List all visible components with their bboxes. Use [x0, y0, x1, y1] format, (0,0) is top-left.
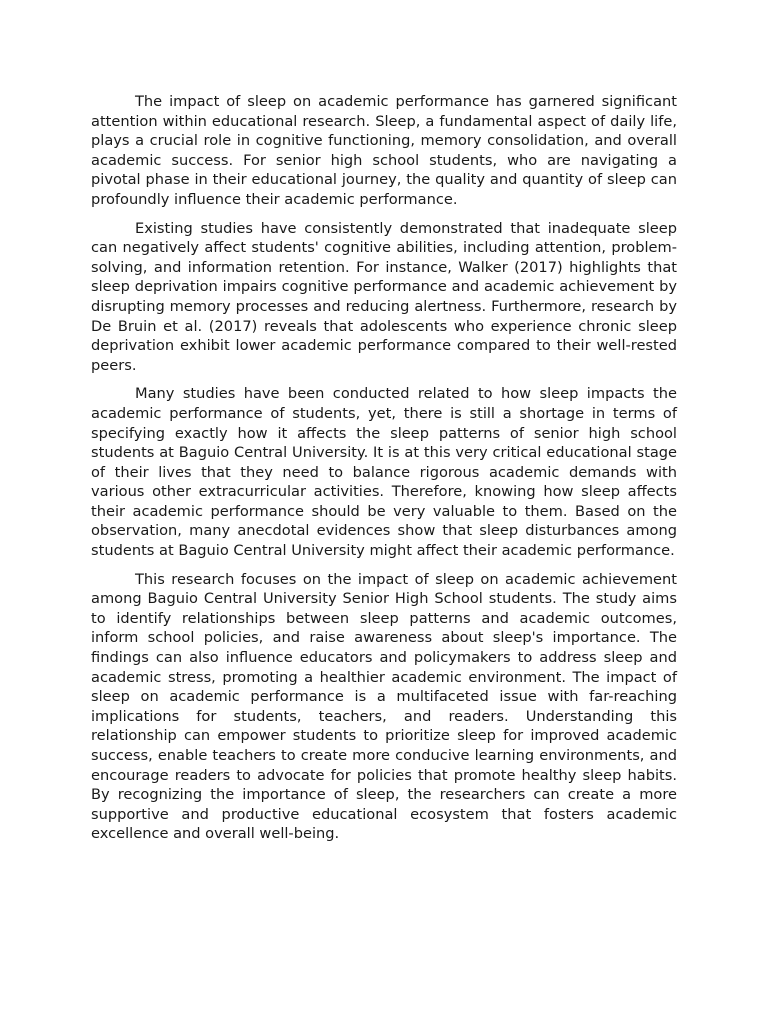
paragraph-2: Existing studies have consistently demonstrated that inadequate sleep can negatively affect students' cognitive abilities, including attention, problem-solving, and information retention. For instance, Walker (2017) highlights that sleep deprivation impairs cognitive performance and academic achievement by disrupting memory processes and reducing alertness. Furthermore, research by De Bruin et al. (2017) reveals that adolescents who experience chronic sleep deprivation exhibit lower academic performance compared to their well-rested peers. [91, 219, 677, 374]
paragraph-1: The impact of sleep on academic performance has garnered significant attention within educational research. Sleep, a fundamental aspect of daily life, plays a crucial role in cognitive functioning, memory consolidation, and overall academic success. For senior high school students, who are navigating a pivotal phase in their educational journey, the quality and quantity of sleep can profoundly influence their academic performance. [91, 93, 677, 208]
paragraph-4: This research focuses on the impact of sleep on academic achievement among Baguio Central University Senior High School students. The study aims to identify relationships between sleep patterns and academic outcomes, inform school policies, and raise awareness about sleep's importance. The findings can also influence educators and policymakers to address sleep and academic stress, promoting a healthier academic environment. The impact of sleep on academic performance is a multifaceted issue with far-reaching implications for students, teachers, and readers. Understanding this relationship can empower students to prioritize sleep for improved academic success, enable teachers to create more conducive learning environments, and encourage readers to advocate for policies that promote healthy sleep habits. By recognizing the importance of sleep, the researchers can create a more supportive and productive educational ecosystem that fosters academic excellence and overall well-being. [91, 570, 677, 843]
document-body [91, 92, 677, 853]
paragraph-3: Many studies have been conducted related to how sleep impacts the academic performance of students, yet, there is still a shortage in terms of specifying exactly how it affects the sleep patterns of senior high school students at Baguio Central University. It is at this very critical educational stage of their lives that they need to balance rigorous academic demands with various other extracurricular activities. Therefore, knowing how sleep affects their academic performance should be very valuable to them. Based on the observation, many anecdotal evidences show that sleep disturbances among students at Baguio Central University might affect their academic performance. [91, 385, 677, 560]
